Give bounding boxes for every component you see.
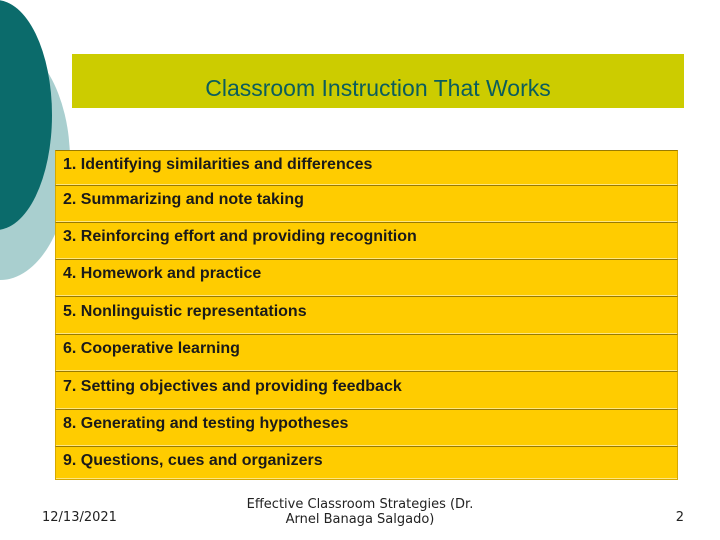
list-item-label: 8. Generating and testing hypotheses	[63, 415, 349, 432]
footer-caption-line-1: Effective Classroom Strategies (Dr.	[246, 497, 474, 512]
footer-date: 12/13/2021	[42, 510, 117, 525]
list-item	[55, 296, 678, 334]
list-item	[55, 185, 678, 222]
list-item	[55, 371, 678, 409]
list-item-label: 4. Homework and practice	[63, 265, 262, 282]
list-item-label: 9. Questions, cues and organizers	[63, 452, 323, 469]
list-item-label: 2. Summarizing and note taking	[63, 191, 304, 208]
footer-caption-line-2: Arnel Banaga Salgado)	[285, 512, 435, 527]
slide-title: Classroom Instruction That Works	[205, 75, 551, 101]
footer-caption	[240, 497, 480, 527]
list-item-label: 7. Setting objectives and providing feedback	[63, 378, 402, 395]
list-item	[55, 446, 678, 480]
list-item-label: 6. Cooperative learning	[63, 340, 240, 357]
list-item	[55, 222, 678, 259]
list-item	[55, 150, 678, 185]
strategy-list	[55, 150, 678, 480]
page-number: 2	[675, 510, 684, 525]
title-bar	[72, 54, 684, 108]
list-item	[55, 259, 678, 296]
list-item-label: 5. Nonlinguistic representations	[63, 303, 307, 320]
list-item-label: 3. Reinforcing effort and providing recognition	[63, 228, 417, 245]
list-item-label: 1. Identifying similarities and differences	[63, 156, 373, 173]
list-item	[55, 409, 678, 446]
list-item	[55, 334, 678, 371]
